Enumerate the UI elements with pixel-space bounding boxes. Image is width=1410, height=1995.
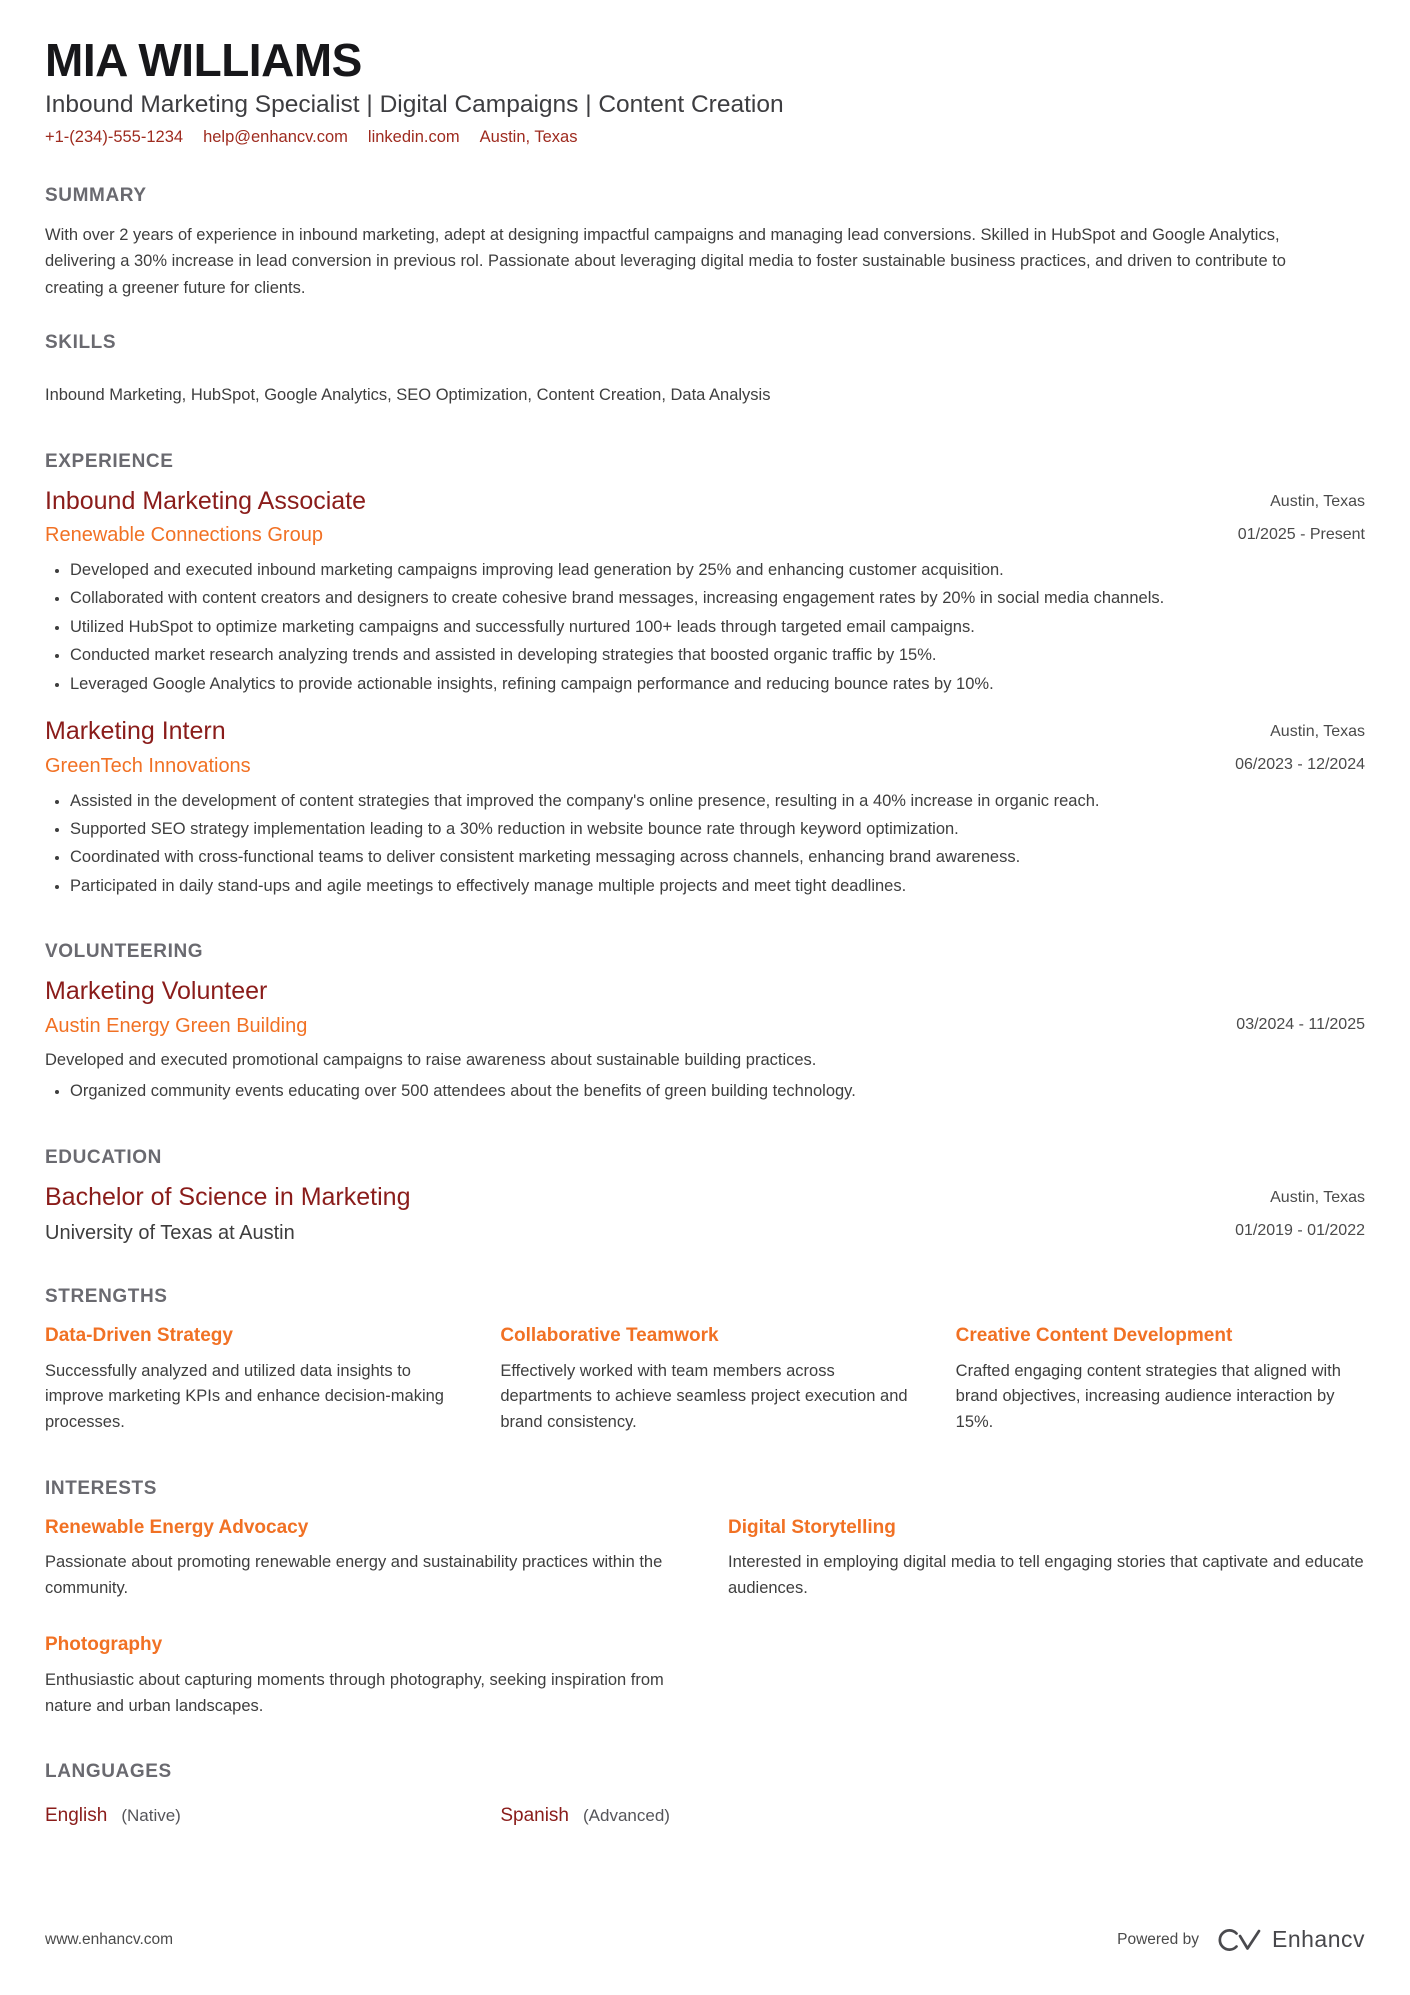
interest-title: Photography [45, 1634, 163, 1656]
job-bullet: • Conducted market research analyzing trends and assisted in developing strategies that boosted organic traffic by 15%. [70, 642, 1365, 668]
strength-text: Crafted engaging content strategies that aligned with brand objectives, increasing audience interaction by 15%. [955, 1361, 1341, 1431]
language-item [500, 1805, 909, 1827]
job-bullet: • Leveraged Google Analytics to provide actionable insights, refining campaign performance and reducing bounce rates by 10%. [70, 671, 1365, 697]
contact-website[interactable]: linkedin.com [367, 127, 460, 146]
interest-title: Digital Storytelling [728, 1516, 896, 1538]
volunteer-location [1236, 980, 1365, 1004]
interest-text: Passionate about promoting renewable energy and sustainability practices within the community. [45, 1553, 663, 1597]
company-name: GreenTech Innovations [45, 754, 251, 777]
languages-heading: LANGUAGES [45, 1761, 172, 1783]
contact-location: Austin, Texas [479, 127, 578, 146]
education-entry-meta [1235, 1181, 1365, 1243]
job-bullet: • Supported SEO strategy implementation leading to a 30% reduction in website bounce rate through keyword optimization. [70, 816, 1365, 842]
degree-title: Bachelor of Science in Marketing [45, 1182, 411, 1211]
education-heading: EDUCATION [45, 1146, 162, 1168]
summary-text: With over 2 years of experience in inbound marketing, adept at designing impactful campaigns and managing lead conversions. Skilled in HubSpot and Google Analytics, delivering a 30% increase in lead conversion in previous rol. Passionate about leveraging digital media to foster sustainable business practices, and driven to contribute to creating a greener future for clients. [45, 225, 1286, 298]
strength-title: Data-Driven Strategy [45, 1325, 233, 1347]
interest-text: Enthusiastic about capturing moments through photography, seeking inspiration from nature and urban landscapes. [45, 1671, 664, 1715]
contact-phone: +1-(234)-555-1234 [45, 127, 184, 146]
enhancv-infinity-icon [1214, 1927, 1262, 1953]
experience-entry-meta [1235, 715, 1365, 777]
experience-entry-header [45, 715, 1365, 779]
interest-card [728, 1516, 1365, 1602]
interest-card [45, 1516, 682, 1602]
volunteering-entry-meta [1236, 975, 1365, 1037]
education-dates: 01/2019 - 01/2022 [1235, 1221, 1365, 1239]
experience-entry [45, 715, 1365, 899]
candidate-name: MIA WILLIAMS [45, 34, 362, 86]
volunteering-entry-left [45, 975, 307, 1039]
experience-entry-left [45, 715, 251, 779]
strengths-grid [45, 1324, 1365, 1435]
interest-text: Interested in employing digital media to tell engaging stories that captivate and educate audiences. [728, 1553, 1364, 1597]
brand-wordmark: Enhancv [1271, 1926, 1365, 1952]
job-bullet: • Utilized HubSpot to optimize marketing campaigns and successfully nurtured 100+ leads through targeted email campaigns. [70, 614, 1365, 640]
language-name: English [45, 1805, 108, 1827]
volunteer-description: Developed and executed promotional campaigns to raise awareness about sustainable building practices. [45, 1050, 817, 1069]
strength-title: Collaborative Teamwork [500, 1325, 719, 1347]
job-bullet: • Collaborated with content creators and designers to create cohesive brand messages, increasing engagement rates by 20% in social media channels. [70, 585, 1365, 611]
volunteer-organization: Austin Energy Green Building [45, 1014, 308, 1037]
strengths-heading: STRENGTHS [45, 1286, 168, 1308]
section-languages [45, 1761, 1365, 1827]
strength-card [500, 1324, 909, 1435]
section-interests [45, 1478, 1365, 1720]
resume-header [45, 36, 1365, 147]
experience-entry-header [45, 485, 1365, 549]
brand-logo [1214, 1926, 1365, 1953]
language-item [45, 1805, 454, 1827]
interests-grid [45, 1516, 1365, 1720]
company-name: Renewable Connections Group [45, 524, 323, 547]
volunteering-entry [45, 975, 1365, 1105]
volunteer-bullet-list [45, 1078, 1365, 1104]
strength-text: Successfully analyzed and utilized data insights to improve marketing KPIs and enhance decision-making processes. [45, 1361, 444, 1431]
job-bullet: • Coordinated with cross-functional teams to deliver consistent marketing messaging across channels, enhancing brand awareness. [70, 844, 1365, 870]
education-entry-left [45, 1181, 410, 1247]
experience-entry [45, 485, 1365, 697]
job-title: Inbound Marketing Associate [45, 486, 367, 515]
volunteer-dates: 03/2024 - 11/2025 [1236, 1016, 1365, 1034]
strength-title: Creative Content Development [955, 1325, 1233, 1347]
job-bullet: • Developed and executed inbound marketing campaigns improving lead generation by 25% and enhancing customer acquisition. [70, 557, 1365, 583]
skills-heading: SKILLS [45, 331, 117, 353]
candidate-headline: Inbound Marketing Specialist | Digital Campaigns | Content Creation [45, 90, 784, 118]
job-bullet-list [45, 557, 1365, 697]
education-entry-header [45, 1181, 1365, 1247]
education-entry [45, 1181, 1365, 1247]
education-location: Austin, Texas [1270, 1188, 1365, 1206]
section-volunteering [45, 941, 1365, 1105]
job-dates: 06/2023 - 12/2024 [1235, 756, 1365, 773]
footer-brand [1117, 1926, 1365, 1953]
powered-by-label: Powered by [1117, 1930, 1199, 1948]
section-experience [45, 451, 1365, 900]
volunteer-title: Marketing Volunteer [45, 977, 268, 1006]
job-location: Austin, Texas [1270, 492, 1365, 510]
interest-card [45, 1633, 682, 1719]
experience-entry-left [45, 485, 366, 549]
language-level: (Advanced) [583, 1806, 670, 1826]
job-bullet: • Participated in daily stand-ups and agile meetings to effectively manage multiple projects and meet tight deadlines. [70, 873, 1365, 899]
strength-card [956, 1324, 1365, 1435]
strength-card [45, 1324, 454, 1435]
contact-row [45, 128, 1365, 147]
strength-text: Effectively worked with team members across departments to achieve seamless project execution and brand consistency. [500, 1361, 908, 1431]
contact-email[interactable]: help@enhancv.com [203, 127, 348, 146]
interest-title: Renewable Energy Advocacy [45, 1516, 309, 1538]
experience-heading: EXPERIENCE [45, 450, 174, 472]
job-dates: 01/2025 - Present [1237, 525, 1365, 543]
page-footer [45, 1926, 1365, 1953]
volunteering-heading: VOLUNTEERING [45, 941, 204, 963]
job-bullet: • Assisted in the development of content strategies that improved the company's online presence, resulting in a 40% increase in organic reach. [70, 788, 1365, 814]
volunteering-entry-header [45, 975, 1365, 1039]
section-skills [45, 332, 1365, 409]
experience-entry-meta [1238, 485, 1365, 547]
job-location: Austin, Texas [1270, 723, 1365, 740]
section-strengths [45, 1286, 1365, 1435]
summary-heading: SUMMARY [45, 184, 147, 206]
interests-heading: INTERESTS [45, 1477, 158, 1499]
volunteer-bullet: • Organized community events educating over 500 attendees about the benefits of green building technology. [70, 1078, 1365, 1104]
languages-grid [45, 1805, 1365, 1827]
section-summary [45, 185, 1365, 302]
language-name: Spanish [500, 1805, 569, 1827]
footer-website-link[interactable]: www.enhancv.com [45, 1930, 174, 1948]
section-education [45, 1147, 1365, 1247]
job-bullet-list [45, 788, 1365, 900]
language-level: (Native) [121, 1806, 181, 1826]
school-name: University of Texas at Austin [45, 1222, 295, 1245]
skills-text: Inbound Marketing, HubSpot, Google Analytics, SEO Optimization, Content Creation, Data Analysis [45, 385, 771, 404]
job-title: Marketing Intern [45, 717, 226, 745]
